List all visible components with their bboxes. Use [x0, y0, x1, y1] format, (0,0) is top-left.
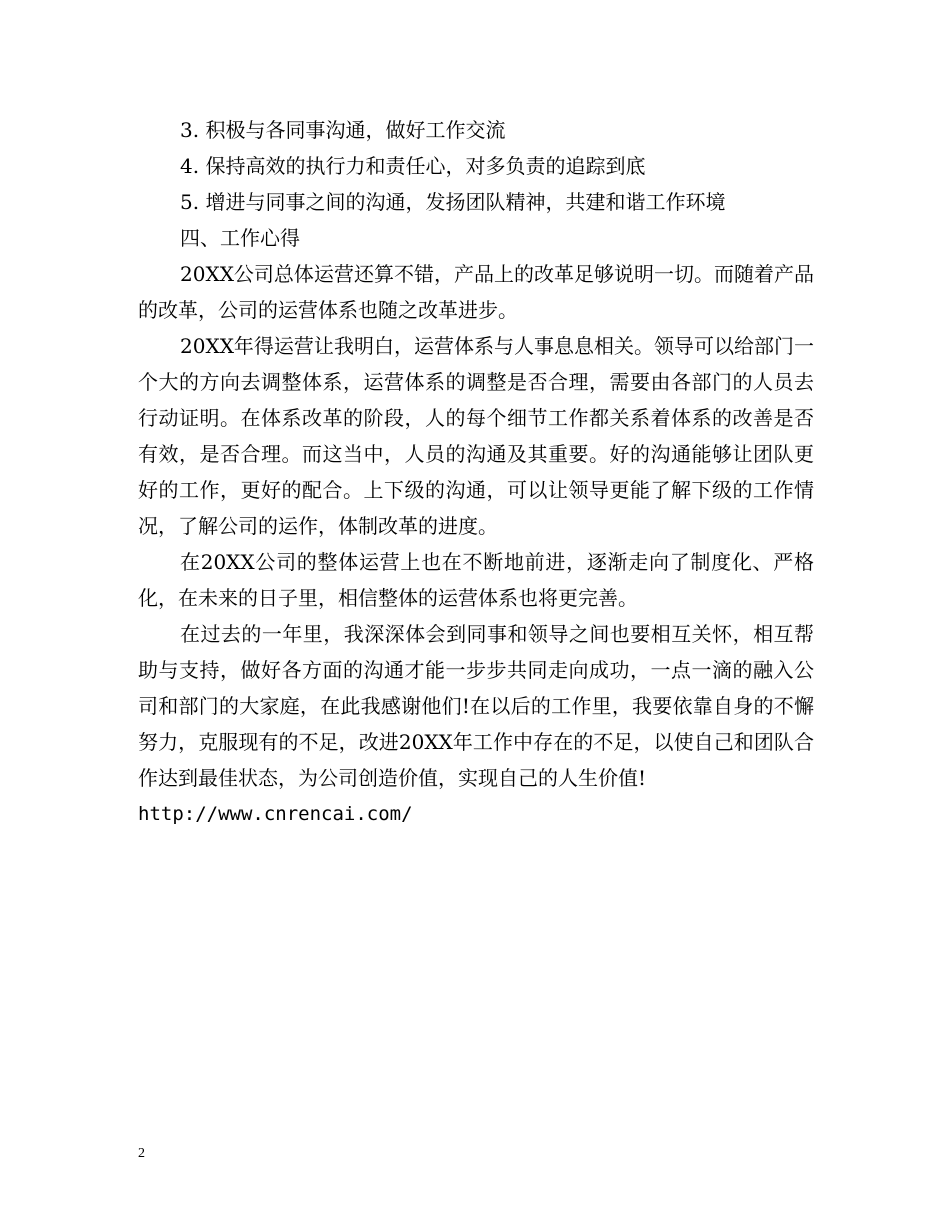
paragraph: 20XX年得运营让我明白，运营体系与人事息息相关。领导可以给部门一个大的方向去调整体系，运营体系的调整是否合理，需要由各部门的人员去行动证明。在体系改革的阶段，人的每个细节工作都关系着体系的改善是否有效，是否合理。而这当中，人员的沟通及其重要。好的沟通能够让团队更好的工作，更好的配合。上下级的沟通，可以让领导更能了解下级的工作情况，了解公司的运作，体制改革的进度。	[138, 334, 814, 538]
source-url: http://www.cnrencai.com/	[138, 803, 413, 825]
paragraph: 在过去的一年里，我深深体会到同事和领导之间也要相互关怀，相互帮助与支持，做好各方面的沟通才能一步步共同走向成功，一点一滴的融入公司和部门的大家庭，在此我感谢他们!在以后的工作里，我要依靠自身的不懈努力，克服现有的不足，改进20XX年工作中存在的不足，以使自己和团队合作达到最佳状态，为公司创造价值，实现自己的人生价值!	[138, 622, 814, 790]
paragraph: 在20XX公司的整体运营上也在不断地前进，逐渐走向了制度化、严格化，在未来的日子里，相信整体的运营体系也将更完善。	[138, 550, 814, 610]
section-heading: 四、工作心得	[180, 226, 300, 250]
list-item: 3. 积极与各同事沟通，做好工作交流	[180, 118, 506, 142]
list-item: 5. 增进与同事之间的沟通，发扬团队精神，共建和谐工作环境	[180, 190, 726, 214]
paragraph: 20XX公司总体运营还算不错，产品上的改革足够说明一切。而随着产品的改革，公司的运营体系也随之改革进步。	[138, 262, 814, 322]
document-body	[138, 112, 814, 832]
page-number: 2	[138, 1146, 145, 1161]
list-item: 4. 保持高效的执行力和责任心，对多负责的追踪到底	[180, 154, 646, 178]
